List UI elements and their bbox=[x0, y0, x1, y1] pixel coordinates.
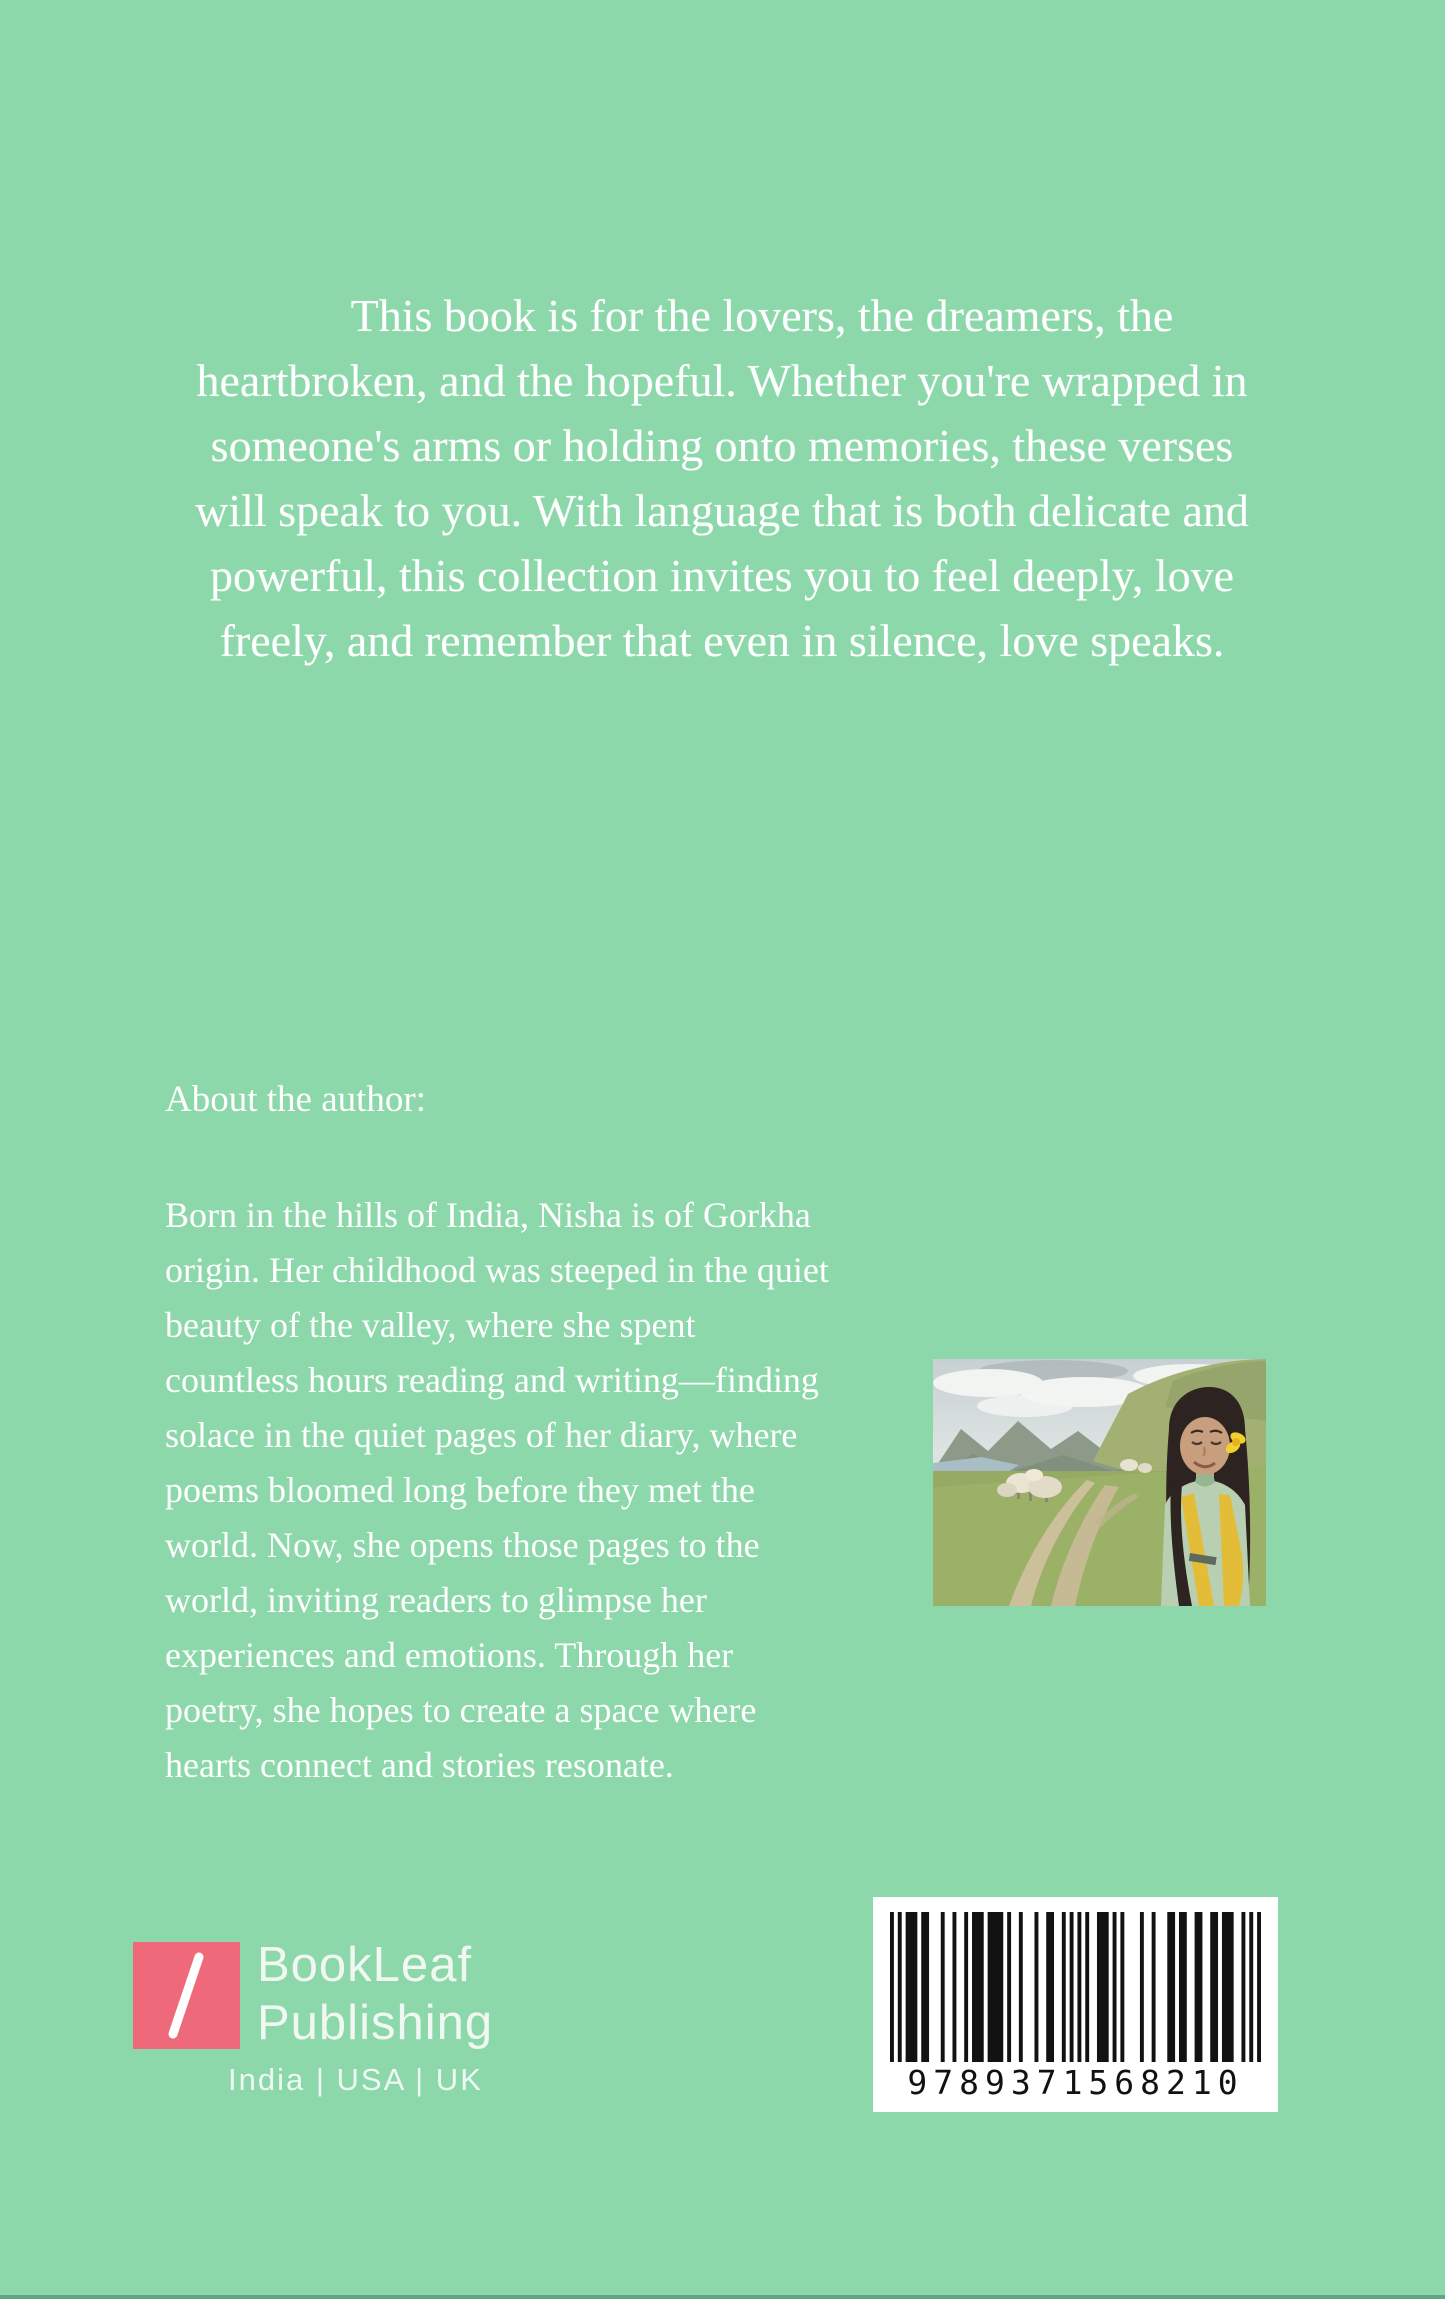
publisher-name bbox=[257, 1936, 493, 2052]
bio-line: beauty of the valley, where she spent bbox=[165, 1305, 696, 1345]
bio-line: countless hours reading and writing—finding bbox=[165, 1360, 819, 1400]
publisher-regions: India | USA | UK bbox=[228, 2062, 483, 2097]
barcode bbox=[873, 1897, 1278, 2112]
bio-line: world. Now, she opens those pages to the bbox=[165, 1525, 760, 1565]
bio-line: hearts connect and stories resonate. bbox=[165, 1745, 674, 1785]
isbn-number: 9789371568210 bbox=[907, 2063, 1244, 2102]
blurb-line: heartbroken, and the hopeful. Whether you're wrapped in bbox=[196, 355, 1248, 406]
publisher-logo bbox=[133, 1942, 240, 2049]
blurb bbox=[92, 283, 1352, 673]
author-figure bbox=[1161, 1387, 1250, 1606]
about-heading: About the author: bbox=[165, 1079, 427, 1120]
blurb-line: powerful, this collection invites you to feel deeply, love bbox=[209, 550, 1235, 601]
blurb-line: This book is for the lovers, the dreamers, the bbox=[350, 290, 1174, 341]
publisher-name-line2: Publishing bbox=[257, 1996, 494, 2050]
slash-icon bbox=[133, 1942, 240, 2049]
bio-line: origin. Her childhood was steeped in the quiet bbox=[165, 1250, 829, 1290]
blurb-line: freely, and remember that even in silence, love speaks. bbox=[219, 615, 1225, 666]
bio-line: world, inviting readers to glimpse her bbox=[165, 1580, 707, 1620]
bio-line: poetry, she hopes to create a space where bbox=[165, 1690, 757, 1730]
cover-bottom-edge bbox=[0, 2295, 1445, 2299]
bio-line: experiences and emotions. Through her bbox=[165, 1635, 734, 1675]
barcode-bars bbox=[890, 1912, 1261, 2062]
blurb-line: will speak to you. With language that is both delicate and bbox=[195, 485, 1249, 536]
blurb-line: someone's arms or holding onto memories, these verses bbox=[210, 420, 1234, 471]
bio-line: solace in the quiet pages of her diary, where bbox=[165, 1415, 798, 1455]
publisher-name-line1: BookLeaf bbox=[257, 1938, 473, 1992]
bio-line: poems bloomed long before they met the bbox=[165, 1470, 755, 1510]
author-bio bbox=[165, 1188, 965, 1793]
bio-line: Born in the hills of India, Nisha is of Gorkha bbox=[165, 1195, 811, 1235]
author-photo bbox=[933, 1359, 1266, 1606]
